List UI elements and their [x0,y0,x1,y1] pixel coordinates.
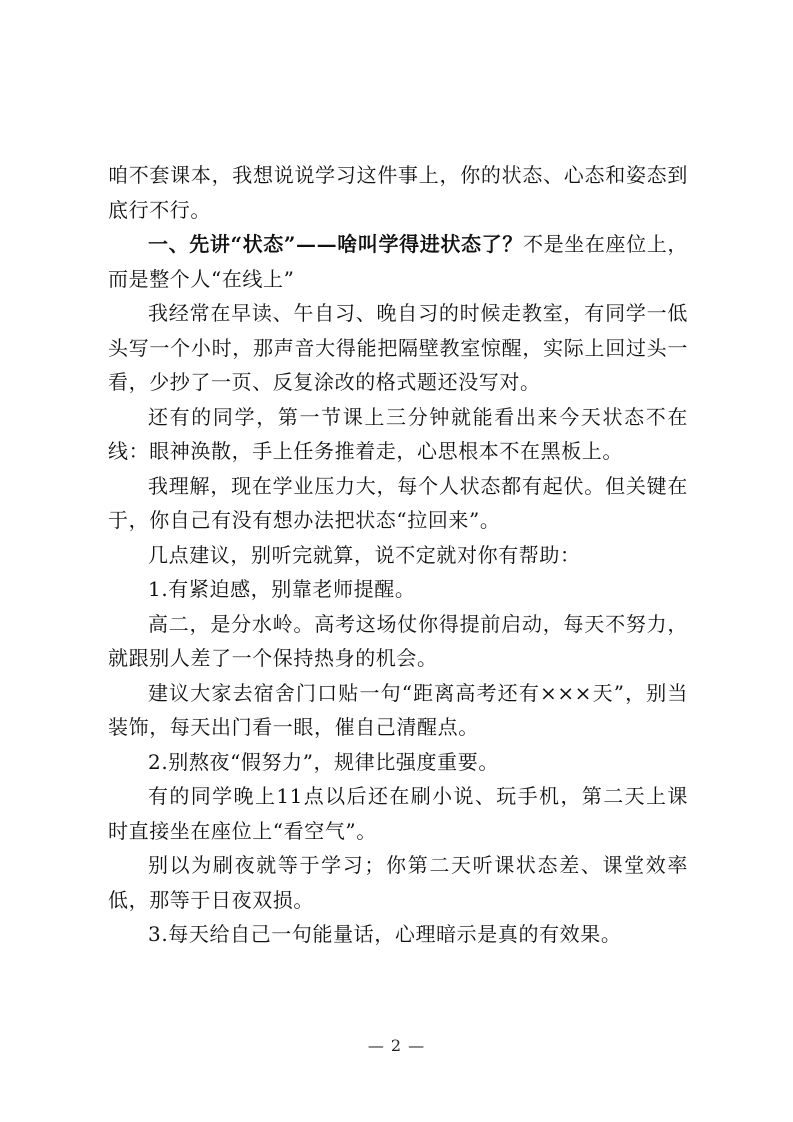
paragraph: 有的同学晚上11点以后还在刷小说、玩手机，第二天上课时直接坐在座位上“看空气”。 [108,784,688,843]
numbered-point: 2.别熬夜“假努力”，规律比强度重要。 [148,749,499,774]
numbered-point: 3.每天给自己一句能量话，心理暗示是真的有效果。 [148,922,622,946]
paragraph: 我经常在早读、午自习、晚自习的时候走教室，有同学一低头写一个小时，那声音大得能把隔壁教室惊醒，实际上回过头一看，少抄了一页、反复涂改的格式题还没写对。 [108,301,688,394]
page-number: — 2 — [367,1036,426,1055]
section-heading: 一、先讲“状态”——啥叫学得进状态了？ [148,232,523,256]
numbered-point: 1.有紧迫感，别靠老师提醒。 [148,577,416,601]
document-body [108,158,688,952]
paragraph: 几点建议，别听完就算，说不定就对你有帮助： [148,542,581,567]
paragraph: 我理解，现在学业压力大，每个人状态都有起伏。但关键在于，你自己有没有想办法把状态“拉回来”。 [108,473,688,532]
paragraph: 还有的同学，第一节课上三分钟就能看出来今天状态不在线：眼神涣散，手上任务推着走，心思根本不在黑板上。 [108,404,688,463]
paragraph: 建议大家去宿舍门口贴一句“距离高考还有×××天”，别当装饰，每天出门看一眼，催自己清醒点。 [108,680,688,739]
paragraph: 高二，是分水岭。高考这场仗你得提前启动，每天不努力，就跟别人差了一个保持热身的机会。 [108,611,688,670]
section-heading-continuation: 不是坐在座位上，而是整个人“在线上” [108,232,688,291]
paragraph: 别以为刷夜就等于学习；你第二天听课状态差、课堂效率低，那等于日夜双损。 [108,853,688,912]
paragraph: 咱不套课本，我想说说学习这件事上，你的状态、心态和姿态到底行不行。 [108,163,688,222]
section-heading-paragraph [108,227,688,296]
